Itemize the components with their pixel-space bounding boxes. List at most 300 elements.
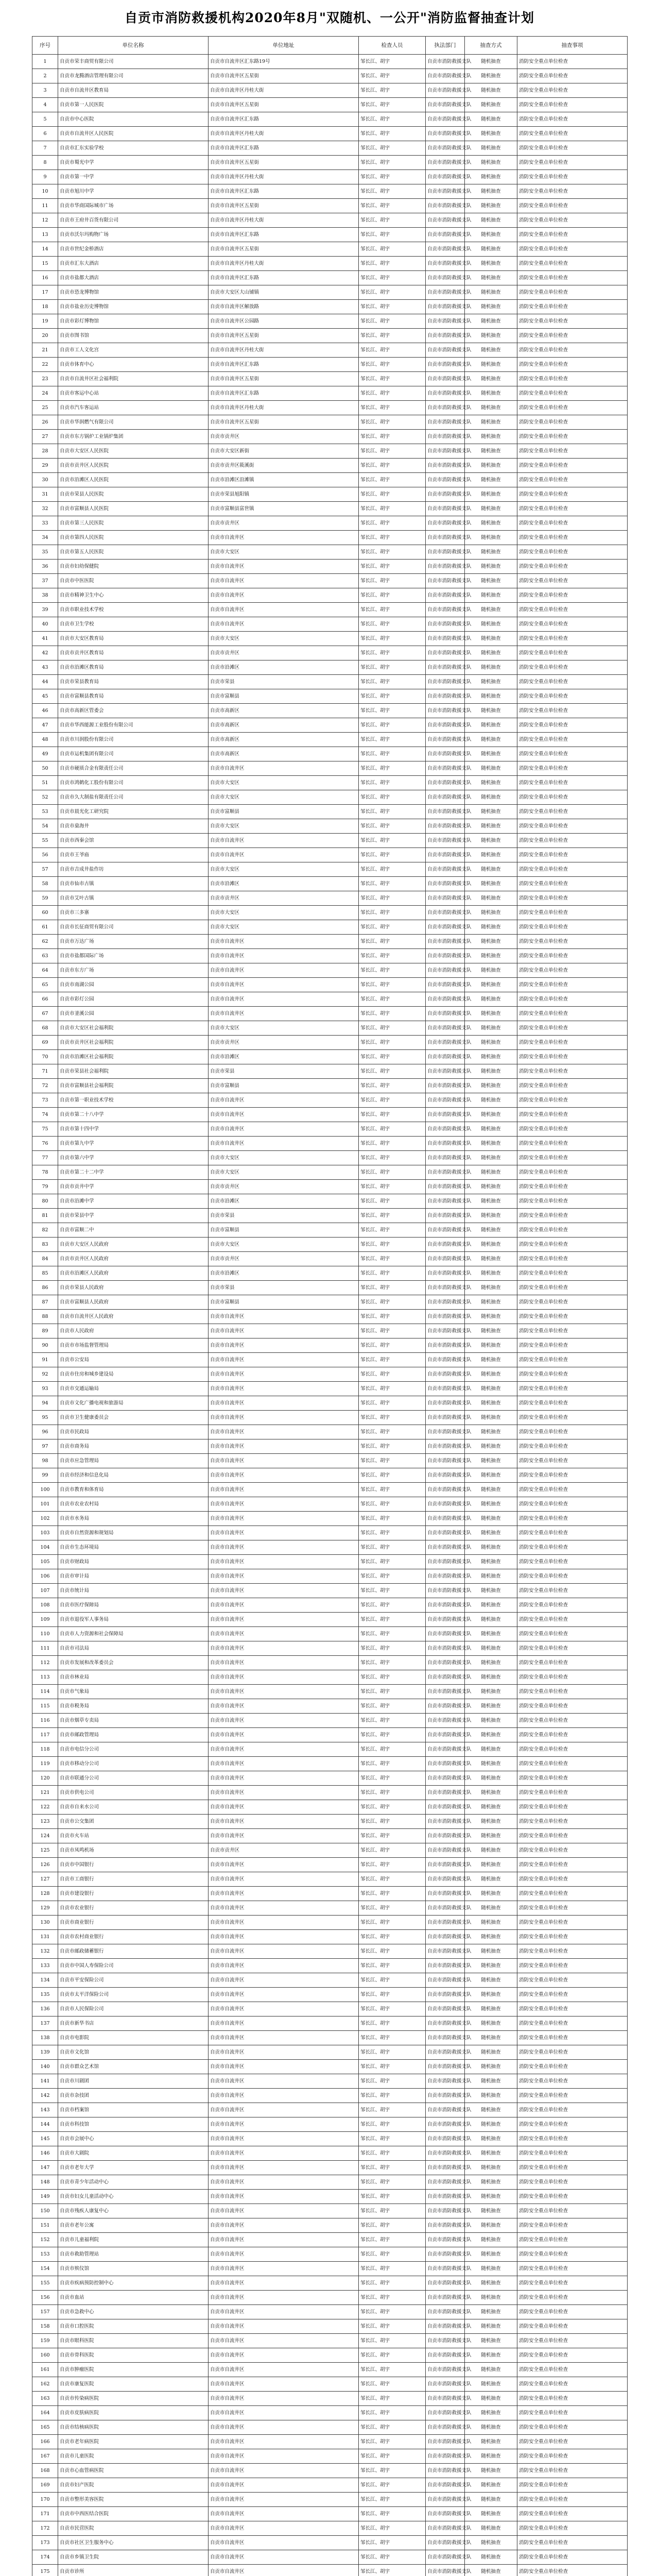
table-row (32, 83, 628, 98)
cell-unit-name: 自贡市传染病医院 (58, 2392, 209, 2406)
cell-serial-number: 127 (32, 1872, 58, 1887)
cell-enforcement-department: 自贡市消防救援支队 (426, 1021, 465, 1036)
cell-inspectors: 邹长江、胡宇 (359, 877, 426, 891)
cell-serial-number: 43 (32, 660, 58, 675)
cell-inspectors: 邹长江、胡宇 (359, 2132, 426, 2146)
cell-serial-number: 92 (32, 1367, 58, 1382)
cell-inspection-item: 消防安全重点单位检查 (517, 98, 628, 112)
cell-unit-address: 自贡市自流井区 (209, 1728, 359, 1742)
cell-inspection-method: 随机抽查 (465, 1310, 517, 1324)
cell-unit-address: 自贡市自流井区 (209, 1338, 359, 1353)
cell-enforcement-department: 自贡市消防救援支队 (426, 2103, 465, 2117)
cell-inspection-item: 消防安全重点单位检查 (517, 2291, 628, 2305)
cell-inspection-item: 消防安全重点单位检查 (517, 992, 628, 1007)
cell-enforcement-department: 自贡市消防救援支队 (426, 1540, 465, 1555)
table-row (32, 891, 628, 906)
cell-inspection-method: 随机抽查 (465, 430, 517, 444)
cell-enforcement-department: 自贡市消防救援支队 (426, 1526, 465, 1540)
cell-unit-address: 自贡市沿滩区 (209, 1194, 359, 1209)
cell-unit-name: 自贡市工人文化宫 (58, 343, 209, 358)
cell-serial-number: 157 (32, 2305, 58, 2319)
cell-enforcement-department: 自贡市消防救援支队 (426, 1266, 465, 1281)
cell-unit-address: 自贡市自流井区 (209, 2536, 359, 2550)
cell-unit-address: 自贡市荣县 (209, 675, 359, 689)
cell-inspection-method: 随机抽查 (465, 560, 517, 574)
cell-unit-address: 自贡市贡井区 (209, 1036, 359, 1050)
cell-inspection-method: 随机抽查 (465, 2031, 517, 2045)
cell-unit-name: 自贡市第一人民医院 (58, 98, 209, 112)
cell-unit-address: 自贡市自流井区 (209, 1613, 359, 1627)
cell-unit-address: 自贡市大安区 (209, 790, 359, 805)
cell-inspection-method: 随机抽查 (465, 1454, 517, 1468)
cell-inspection-method: 随机抽查 (465, 1742, 517, 1757)
cell-inspectors: 邹长江、胡宇 (359, 358, 426, 372)
table-row (32, 1252, 628, 1266)
cell-enforcement-department: 自贡市消防救援支队 (426, 1209, 465, 1223)
cell-unit-address: 自贡市自流井区五星街 (209, 329, 359, 343)
cell-unit-address: 自贡市自流井区 (209, 1454, 359, 1468)
cell-unit-address: 自贡市荣县 (209, 1064, 359, 1079)
cell-enforcement-department: 自贡市消防救援支队 (426, 747, 465, 761)
cell-serial-number: 146 (32, 2146, 58, 2161)
cell-inspectors: 邹长江、胡宇 (359, 632, 426, 646)
cell-inspectors: 邹长江、胡宇 (359, 1310, 426, 1324)
cell-serial-number: 131 (32, 1930, 58, 1944)
cell-inspection-item: 消防安全重点单位检查 (517, 1353, 628, 1367)
cell-unit-name: 自贡市社区卫生服务中心 (58, 2536, 209, 2550)
cell-unit-name: 自贡市邮政储蓄银行 (58, 1944, 209, 1959)
cell-unit-name: 自贡市大安区教育局 (58, 632, 209, 646)
cell-unit-address: 自贡市自流井区 (209, 2449, 359, 2464)
cell-inspectors: 邹长江、胡宇 (359, 1165, 426, 1180)
cell-enforcement-department: 自贡市消防救援支队 (426, 1137, 465, 1151)
cell-enforcement-department: 自贡市消防救援支队 (426, 1396, 465, 1411)
cell-unit-address: 自贡市自流井区 (209, 1670, 359, 1685)
cell-unit-name: 自贡市杂技团 (58, 2089, 209, 2103)
cell-enforcement-department: 自贡市消防救援支队 (426, 314, 465, 329)
cell-unit-name: 自贡市川剧团 (58, 2074, 209, 2089)
cell-serial-number: 48 (32, 733, 58, 747)
cell-unit-name: 自贡市王爷庙 (58, 848, 209, 862)
cell-inspection-item: 消防安全重点单位检查 (517, 1959, 628, 1973)
cell-unit-name: 自贡市大安区社会福利院 (58, 1021, 209, 1036)
cell-inspection-item: 消防安全重点单位检查 (517, 1382, 628, 1396)
cell-inspectors: 邹长江、胡宇 (359, 718, 426, 733)
table-row (32, 2103, 628, 2117)
cell-enforcement-department: 自贡市消防救援支队 (426, 588, 465, 603)
table-row (32, 545, 628, 560)
cell-unit-name: 自贡市人民政府 (58, 1324, 209, 1338)
cell-inspection-item: 消防安全重点单位检查 (517, 213, 628, 228)
cell-serial-number: 49 (32, 747, 58, 761)
cell-unit-name: 自贡市经济和信息化局 (58, 1468, 209, 1483)
cell-unit-address: 自贡市自流井区汇东路 (209, 271, 359, 285)
cell-serial-number: 164 (32, 2406, 58, 2420)
cell-unit-name: 自贡市沿滩区社会福利院 (58, 1050, 209, 1064)
cell-inspection-item: 消防安全重点单位检查 (517, 2377, 628, 2392)
cell-enforcement-department: 自贡市消防救援支队 (426, 2319, 465, 2334)
cell-inspection-method: 随机抽查 (465, 1425, 517, 1439)
cell-unit-name: 自贡市发展和改革委员会 (58, 1656, 209, 1670)
cell-inspection-method: 随机抽查 (465, 1569, 517, 1584)
cell-serial-number: 86 (32, 1281, 58, 1295)
cell-inspection-item: 消防安全重点单位检查 (517, 444, 628, 459)
cell-inspection-item: 消防安全重点单位检查 (517, 2218, 628, 2233)
cell-inspectors: 邹长江、胡宇 (359, 285, 426, 300)
cell-unit-address: 自贡市自流井区 (209, 2132, 359, 2146)
table-row (32, 2406, 628, 2420)
cell-inspection-method: 随机抽查 (465, 632, 517, 646)
cell-inspectors: 邹长江、胡宇 (359, 1916, 426, 1930)
cell-serial-number: 129 (32, 1901, 58, 1916)
cell-serial-number: 95 (32, 1411, 58, 1425)
table-row (32, 1367, 628, 1382)
cell-enforcement-department: 自贡市消防救援支队 (426, 906, 465, 920)
cell-inspection-item: 消防安全重点单位检查 (517, 55, 628, 69)
cell-inspection-method: 随机抽查 (465, 660, 517, 675)
cell-inspection-item: 消防安全重点单位检查 (517, 1771, 628, 1786)
table-row (32, 2190, 628, 2204)
cell-unit-name: 自贡市凤鸣机场 (58, 1843, 209, 1858)
cell-serial-number: 85 (32, 1266, 58, 1281)
cell-inspection-method: 随机抽查 (465, 2146, 517, 2161)
cell-unit-address: 自贡市自流井区 (209, 1555, 359, 1569)
cell-serial-number: 2 (32, 69, 58, 83)
table-row (32, 862, 628, 877)
cell-serial-number: 13 (32, 228, 58, 242)
cell-inspectors: 邹长江、胡宇 (359, 1973, 426, 1988)
table-row (32, 2536, 628, 2550)
cell-unit-address: 自贡市自流井区汇东路 (209, 112, 359, 127)
cell-unit-name: 自贡市妇幼保健院 (58, 560, 209, 574)
table-row (32, 1021, 628, 1036)
cell-unit-name: 自贡市自来水公司 (58, 1800, 209, 1815)
cell-unit-address: 自贡市荣县 (209, 1209, 359, 1223)
cell-unit-address: 自贡市自流井区 (209, 588, 359, 603)
cell-inspection-method: 随机抽查 (465, 1887, 517, 1901)
cell-unit-address: 自贡市自流井区 (209, 2464, 359, 2478)
cell-inspectors: 邹长江、胡宇 (359, 1497, 426, 1512)
cell-unit-address: 自贡市自流井区 (209, 1714, 359, 1728)
cell-enforcement-department: 自贡市消防救援支队 (426, 891, 465, 906)
cell-inspectors: 邹长江、胡宇 (359, 660, 426, 675)
cell-enforcement-department: 自贡市消防救援支队 (426, 1800, 465, 1815)
cell-inspectors: 邹长江、胡宇 (359, 1526, 426, 1540)
cell-inspection-method: 随机抽查 (465, 1367, 517, 1382)
table-row (32, 1887, 628, 1901)
cell-inspectors: 邹长江、胡宇 (359, 69, 426, 83)
cell-inspection-item: 消防安全重点单位检查 (517, 2565, 628, 2576)
cell-inspection-method: 随机抽查 (465, 1685, 517, 1699)
cell-unit-name: 自贡市大剧院 (58, 2146, 209, 2161)
table-row (32, 877, 628, 891)
cell-unit-name: 自贡市老年病医院 (58, 2435, 209, 2449)
cell-unit-address: 自贡市自流井区 (209, 1699, 359, 1714)
table-row (32, 1483, 628, 1497)
table-row (32, 718, 628, 733)
cell-enforcement-department: 自贡市消防救援支队 (426, 170, 465, 184)
cell-enforcement-department: 自贡市消防救援支队 (426, 2161, 465, 2175)
cell-inspection-method: 随机抽查 (465, 1641, 517, 1656)
cell-unit-name: 自贡市彩灯博物馆 (58, 314, 209, 329)
cell-enforcement-department: 自贡市消防救援支队 (426, 1439, 465, 1454)
header-inspectors: 检查人员 (359, 37, 426, 55)
cell-inspection-method: 随机抽查 (465, 1872, 517, 1887)
cell-serial-number: 103 (32, 1526, 58, 1540)
cell-unit-address: 自贡市自流井区 (209, 531, 359, 545)
cell-unit-address: 自贡市贡井区 (209, 1252, 359, 1266)
cell-unit-address: 自贡市自流井区五星街 (209, 69, 359, 83)
cell-unit-address: 自贡市高新区 (209, 704, 359, 718)
cell-inspectors: 邹长江、胡宇 (359, 213, 426, 228)
cell-inspection-item: 消防安全重点单位检查 (517, 819, 628, 834)
cell-inspection-method: 随机抽查 (465, 2493, 517, 2507)
cell-unit-name: 自贡市诊所 (58, 2565, 209, 2576)
table-row (32, 1728, 628, 1742)
cell-inspection-item: 消防安全重点单位检查 (517, 978, 628, 992)
cell-enforcement-department: 自贡市消防救援支队 (426, 257, 465, 271)
cell-enforcement-department: 自贡市消防救援支队 (426, 733, 465, 747)
cell-inspectors: 邹长江、胡宇 (359, 2521, 426, 2536)
cell-unit-name: 自贡市川润股份有限公司 (58, 733, 209, 747)
table-row (32, 257, 628, 271)
cell-enforcement-department: 自贡市消防救援支队 (426, 1670, 465, 1685)
cell-unit-name: 自贡市荣县人民政府 (58, 1281, 209, 1295)
cell-enforcement-department: 自贡市消防救援支队 (426, 1916, 465, 1930)
cell-unit-address: 自贡市高新区 (209, 718, 359, 733)
cell-inspection-item: 消防安全重点单位检查 (517, 1728, 628, 1742)
cell-inspection-item: 消防安全重点单位检查 (517, 1843, 628, 1858)
cell-inspection-item: 消防安全重点单位检查 (517, 2435, 628, 2449)
cell-enforcement-department: 自贡市消防救援支队 (426, 1411, 465, 1425)
cell-unit-address: 自贡市自流井区五星街 (209, 98, 359, 112)
table-row (32, 531, 628, 545)
cell-inspection-item: 消防安全重点单位检查 (517, 2507, 628, 2521)
cell-enforcement-department: 自贡市消防救援支队 (426, 372, 465, 386)
cell-inspectors: 邹长江、胡宇 (359, 141, 426, 156)
cell-inspection-item: 消防安全重点单位检查 (517, 761, 628, 776)
cell-serial-number: 60 (32, 906, 58, 920)
cell-inspection-item: 消防安全重点单位检查 (517, 1281, 628, 1295)
cell-unit-name: 自贡市科技馆 (58, 2117, 209, 2132)
cell-enforcement-department: 自贡市消防救援支队 (426, 1050, 465, 1064)
cell-unit-name: 自贡市沃尔玛购物广场 (58, 228, 209, 242)
cell-unit-address: 自贡市自流井区五星街 (209, 156, 359, 170)
cell-unit-address: 自贡市大安区 (209, 819, 359, 834)
cell-inspection-item: 消防安全重点单位检查 (517, 1786, 628, 1800)
table-row (32, 2507, 628, 2521)
cell-serial-number: 16 (32, 271, 58, 285)
cell-inspection-item: 消防安全重点单位检查 (517, 1050, 628, 1064)
cell-unit-address: 自贡市自流井区 (209, 1771, 359, 1786)
cell-inspectors: 邹长江、胡宇 (359, 1425, 426, 1439)
cell-inspection-method: 随机抽查 (465, 2377, 517, 2392)
cell-inspectors: 邹长江、胡宇 (359, 1064, 426, 1079)
cell-unit-address: 自贡市自流井区解放路 (209, 300, 359, 314)
cell-enforcement-department: 自贡市消防救援支队 (426, 949, 465, 963)
cell-unit-name: 自贡市心血管病医院 (58, 2464, 209, 2478)
cell-unit-address: 自贡市贡井区 (209, 646, 359, 660)
cell-unit-address: 自贡市大安区 (209, 1165, 359, 1180)
cell-unit-name: 自贡市盐业历史博物馆 (58, 300, 209, 314)
cell-inspection-item: 消防安全重点单位检查 (517, 1180, 628, 1194)
cell-inspection-method: 随机抽查 (465, 1843, 517, 1858)
cell-enforcement-department: 自贡市消防救援支队 (426, 1757, 465, 1771)
cell-inspectors: 邹长江、胡宇 (359, 1223, 426, 1238)
cell-inspection-method: 随机抽查 (465, 156, 517, 170)
cell-inspection-method: 随机抽查 (465, 1786, 517, 1800)
cell-inspection-item: 消防安全重点单位检查 (517, 1714, 628, 1728)
cell-serial-number: 22 (32, 358, 58, 372)
cell-unit-name: 自贡市眼科医院 (58, 2334, 209, 2348)
table-row (32, 1815, 628, 1829)
cell-unit-name: 自贡市乡镇卫生院 (58, 2550, 209, 2565)
table-row (32, 2218, 628, 2233)
cell-enforcement-department: 自贡市消防救援支队 (426, 271, 465, 285)
cell-inspectors: 邹长江、胡宇 (359, 516, 426, 531)
cell-inspection-item: 消防安全重点单位检查 (517, 2204, 628, 2218)
cell-inspection-item: 消防安全重点单位检查 (517, 891, 628, 906)
cell-unit-address: 自贡市自流井区丹桂大街 (209, 257, 359, 271)
cell-inspection-item: 消防安全重点单位检查 (517, 1901, 628, 1916)
cell-enforcement-department: 自贡市消防救援支队 (426, 2045, 465, 2060)
cell-serial-number: 125 (32, 1843, 58, 1858)
cell-enforcement-department: 自贡市消防救援支队 (426, 199, 465, 213)
table-row (32, 156, 628, 170)
cell-enforcement-department: 自贡市消防救援支队 (426, 1194, 465, 1209)
table-row (32, 1598, 628, 1613)
cell-serial-number: 155 (32, 2276, 58, 2291)
cell-unit-address: 自贡市高新区 (209, 733, 359, 747)
table-row (32, 1137, 628, 1151)
cell-unit-address: 自贡市自流井区 (209, 1483, 359, 1497)
table-row (32, 112, 628, 127)
cell-inspectors: 邹长江、胡宇 (359, 401, 426, 415)
table-row (32, 1959, 628, 1973)
table-row (32, 1209, 628, 1223)
cell-serial-number: 94 (32, 1396, 58, 1411)
cell-enforcement-department: 自贡市消防救援支队 (426, 228, 465, 242)
cell-inspection-item: 消防安全重点单位检查 (517, 1093, 628, 1108)
cell-inspection-item: 消防安全重点单位检查 (517, 1742, 628, 1757)
cell-inspection-item: 消防安全重点单位检查 (517, 459, 628, 473)
table-row (32, 2435, 628, 2449)
table-row (32, 2045, 628, 2060)
cell-unit-address: 自贡市自流井区 (209, 2348, 359, 2363)
cell-inspectors: 邹长江、胡宇 (359, 2478, 426, 2493)
table-row (32, 1093, 628, 1108)
cell-enforcement-department: 自贡市消防救援支队 (426, 1497, 465, 1512)
cell-serial-number: 65 (32, 978, 58, 992)
cell-inspection-item: 消防安全重点单位检查 (517, 2233, 628, 2247)
cell-inspectors: 邹长江、胡宇 (359, 1468, 426, 1483)
cell-enforcement-department: 自贡市消防救援支队 (426, 2449, 465, 2464)
cell-unit-address: 自贡市自流井区 (209, 2060, 359, 2074)
cell-unit-name: 自贡市人民保险公司 (58, 2002, 209, 2016)
cell-inspection-method: 随机抽查 (465, 487, 517, 502)
cell-serial-number: 38 (32, 588, 58, 603)
table-row (32, 415, 628, 430)
cell-inspectors: 邹长江、胡宇 (359, 127, 426, 141)
cell-inspection-method: 随机抽查 (465, 459, 517, 473)
cell-inspectors: 邹长江、胡宇 (359, 848, 426, 862)
table-row (32, 98, 628, 112)
cell-serial-number: 99 (32, 1468, 58, 1483)
cell-unit-name: 自贡市三多寨 (58, 906, 209, 920)
cell-serial-number: 100 (32, 1483, 58, 1497)
cell-unit-name: 自贡市疾病预防控制中心 (58, 2276, 209, 2291)
cell-enforcement-department: 自贡市消防救援支队 (426, 1310, 465, 1324)
cell-inspection-method: 随机抽查 (465, 228, 517, 242)
cell-inspection-item: 消防安全重点单位检查 (517, 184, 628, 199)
table-row (32, 1122, 628, 1137)
cell-unit-name: 自贡市第五人民医院 (58, 545, 209, 560)
table-row (32, 1353, 628, 1367)
cell-inspection-item: 消防安全重点单位检查 (517, 1829, 628, 1843)
cell-inspection-item: 消防安全重点单位检查 (517, 1512, 628, 1526)
cell-serial-number: 172 (32, 2521, 58, 2536)
cell-inspection-method: 随机抽查 (465, 848, 517, 862)
cell-unit-name: 自贡市客运中心站 (58, 386, 209, 401)
cell-serial-number: 29 (32, 459, 58, 473)
cell-unit-address: 自贡市自流井区 (209, 2305, 359, 2319)
cell-inspectors: 邹长江、胡宇 (359, 1901, 426, 1916)
cell-inspectors: 邹长江、胡宇 (359, 920, 426, 935)
cell-inspection-method: 随机抽查 (465, 675, 517, 689)
cell-inspection-item: 消防安全重点单位检查 (517, 2190, 628, 2204)
cell-enforcement-department: 自贡市消防救援支队 (426, 516, 465, 531)
cell-inspectors: 邹长江、胡宇 (359, 747, 426, 761)
cell-inspectors: 邹长江、胡宇 (359, 2464, 426, 2478)
table-row (32, 660, 628, 675)
cell-unit-address: 自贡市自流井区 (209, 2291, 359, 2305)
table-row (32, 2016, 628, 2031)
header-inspection-method: 抽查方式 (465, 37, 517, 55)
cell-inspection-item: 消防安全重点单位检查 (517, 1108, 628, 1122)
cell-enforcement-department: 自贡市消防救援支队 (426, 1151, 465, 1165)
cell-serial-number: 7 (32, 141, 58, 156)
cell-serial-number: 78 (32, 1165, 58, 1180)
cell-inspection-method: 随机抽查 (465, 69, 517, 83)
table-row (32, 2031, 628, 2045)
cell-enforcement-department: 自贡市消防救援支队 (426, 1584, 465, 1598)
cell-unit-address: 自贡市自流井区 (209, 2031, 359, 2045)
cell-unit-address: 自贡市自流井区 (209, 1411, 359, 1425)
cell-unit-address: 自贡市自流井区 (209, 1569, 359, 1584)
cell-unit-address: 自贡市富顺县 (209, 689, 359, 704)
cell-inspection-item: 消防安全重点单位检查 (517, 834, 628, 848)
cell-serial-number: 31 (32, 487, 58, 502)
cell-inspection-method: 随机抽查 (465, 834, 517, 848)
cell-inspectors: 邹长江、胡宇 (359, 1007, 426, 1021)
cell-unit-name: 自贡市东方锅炉工业锅炉集团 (58, 430, 209, 444)
cell-enforcement-department: 自贡市消防救援支队 (426, 718, 465, 733)
cell-inspection-item: 消防安全重点单位检查 (517, 1757, 628, 1771)
cell-inspection-item: 消防安全重点单位检查 (517, 1324, 628, 1338)
cell-enforcement-department: 自贡市消防救援支队 (426, 415, 465, 430)
cell-unit-address: 自贡市自流井区 (209, 1973, 359, 1988)
cell-unit-address: 自贡市自流井区 (209, 1439, 359, 1454)
cell-serial-number: 52 (32, 790, 58, 805)
cell-inspection-item: 消防安全重点单位检查 (517, 1137, 628, 1151)
cell-unit-name: 自贡市贡井区教育局 (58, 646, 209, 660)
cell-unit-name: 自贡市吉成井盐作坊 (58, 862, 209, 877)
cell-inspection-item: 消防安全重点单位检查 (517, 1454, 628, 1468)
cell-enforcement-department: 自贡市消防救援支队 (426, 2478, 465, 2493)
cell-unit-name: 自贡市盐都国际广场 (58, 949, 209, 963)
cell-enforcement-department: 自贡市消防救援支队 (426, 790, 465, 805)
cell-inspectors: 邹长江、胡宇 (359, 1137, 426, 1151)
